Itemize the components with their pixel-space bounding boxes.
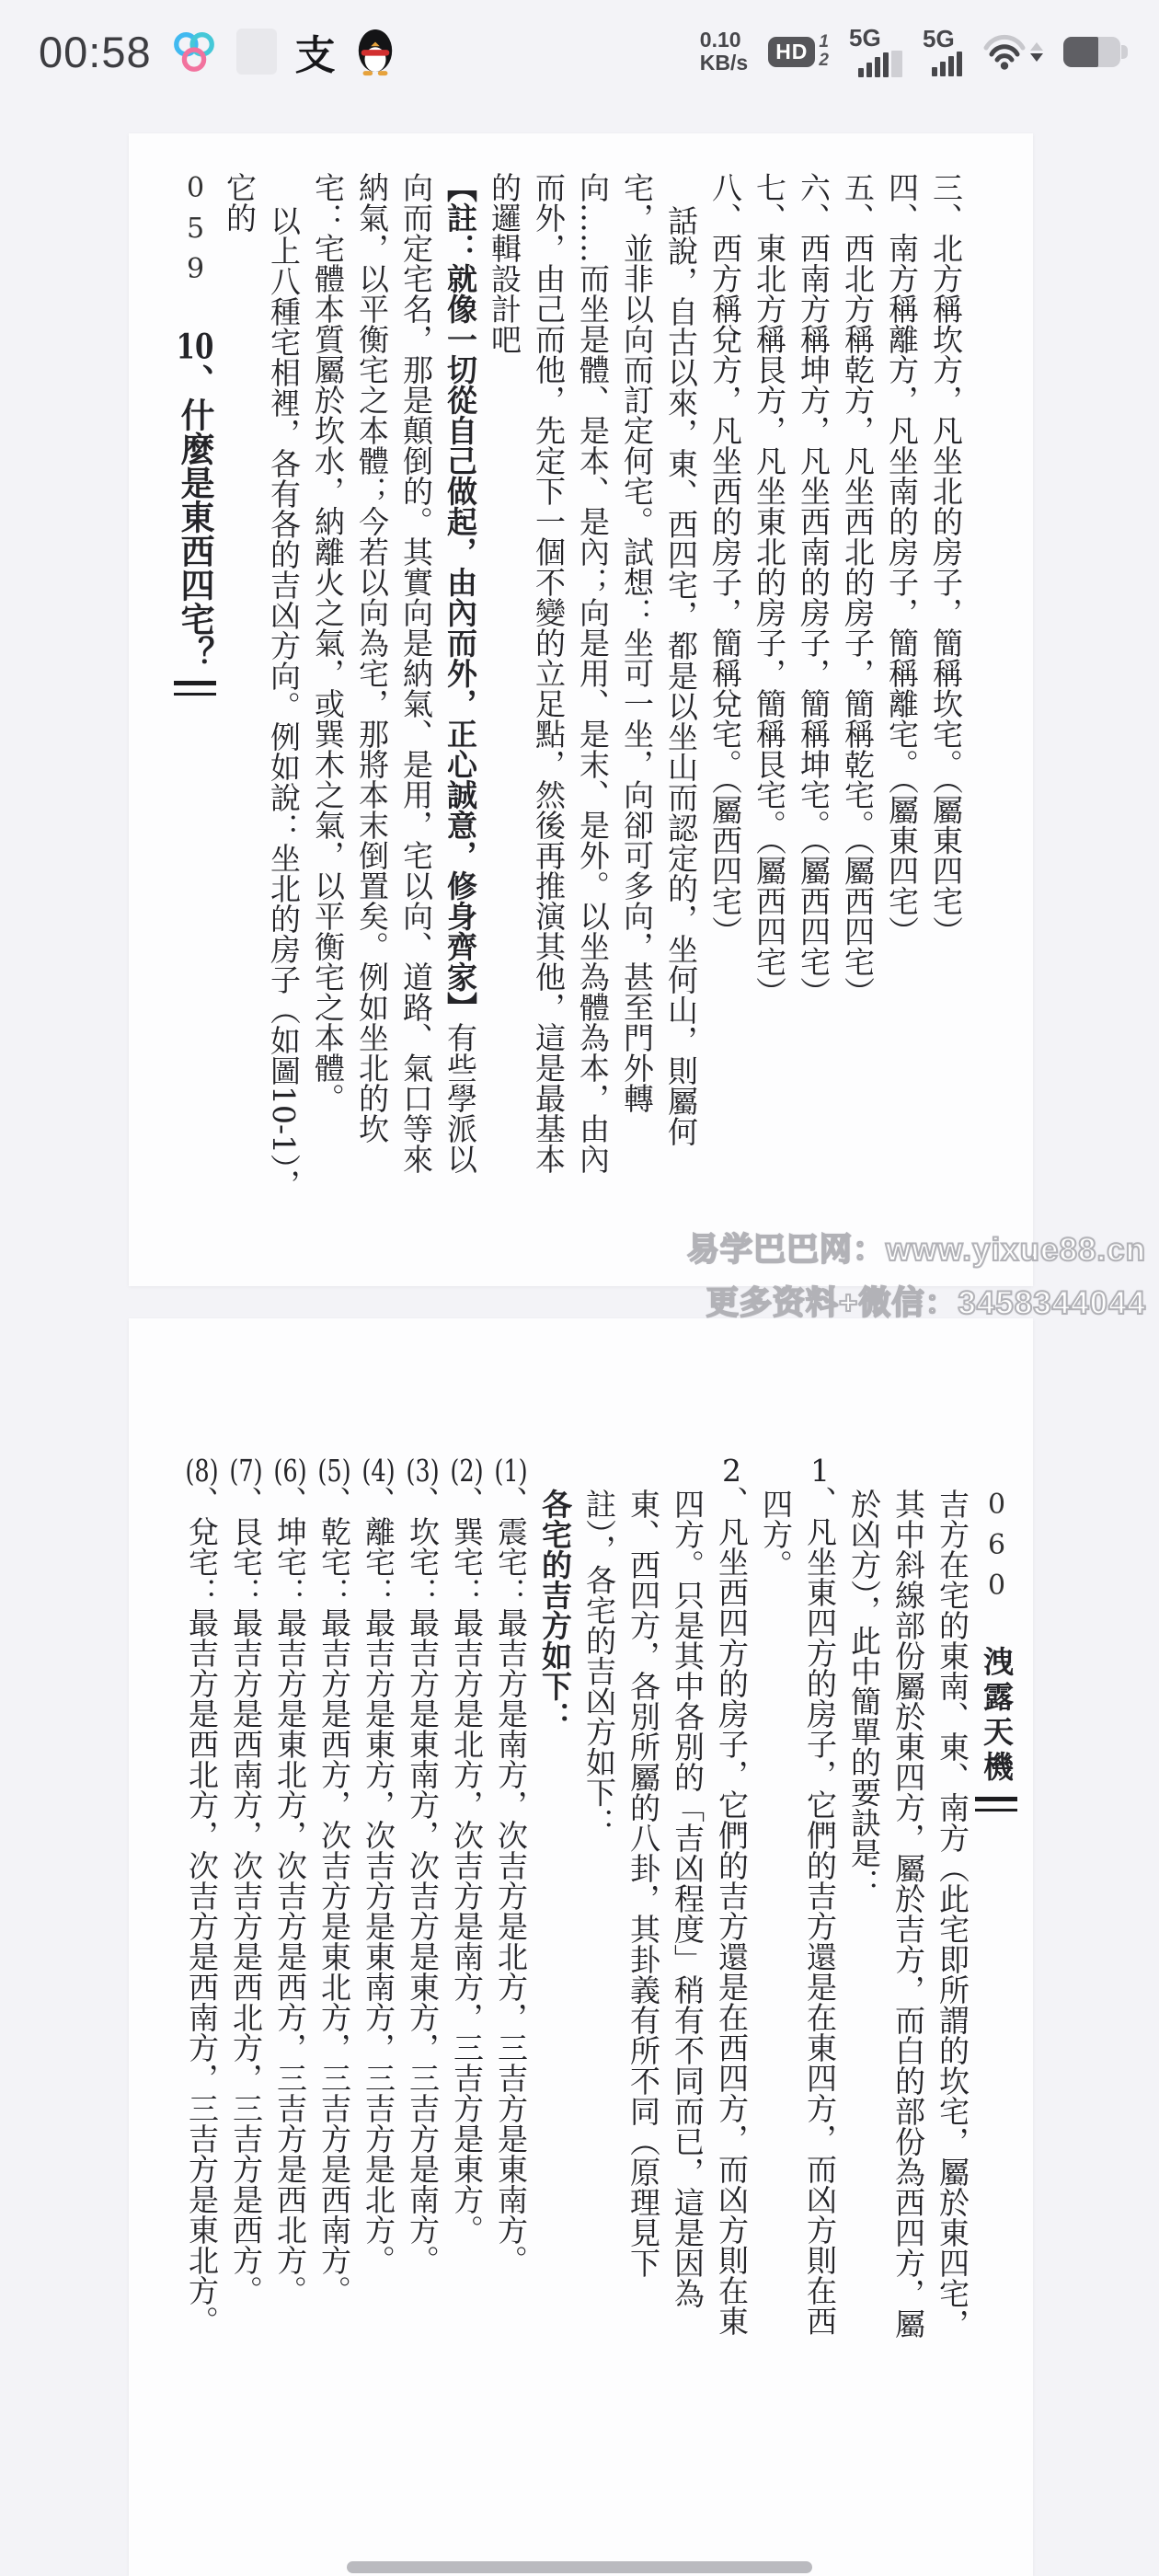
list-item — [356, 1455, 400, 2351]
status-bar-right — [699, 23, 1120, 77]
text-run: 、離宅：最吉方是東方，次吉方是東南方，三吉方是北方。 — [361, 1485, 396, 2275]
text-run: 【註：就像一切從自己做起，由內而外，正心誠意，修身齊家】 — [442, 172, 478, 1022]
text-run: 1 — [810, 1455, 830, 1486]
text-run: 、坎宅：最吉方是東南方，次吉方是東方，三吉方是南方。 — [405, 1485, 441, 2275]
list-item — [753, 1455, 842, 2351]
sim2-network-type: 5G — [923, 24, 955, 52]
network-speed-indicator — [700, 29, 748, 75]
text-run: (7) — [229, 1455, 263, 1486]
list-item — [577, 1455, 753, 2351]
book-page-060 — [129, 1318, 1033, 2576]
list-item — [312, 1455, 356, 2351]
list-item — [879, 172, 924, 1201]
reader-scroll-area[interactable] — [0, 103, 1159, 2576]
double-rule-mark — [174, 681, 216, 696]
status-bar — [0, 0, 1159, 103]
book-page-059 — [129, 133, 1033, 1286]
text-run: 以上八種宅相裡，各有各的吉凶方向。例如說：坐北的房子（如圖 — [266, 205, 302, 1087]
text-run: 、凡坐西四方的房子，它們的吉方還是在西四方，而凶方則在東四方。只是其中各別的「吉凶程度」稍有不同而已，這是因為東、西四方，各別所屬的八卦，其卦義有所不同（原理見下註），各宅的吉凶方如下： — [581, 1485, 750, 2336]
text-run: 各宅的吉方如下： — [537, 1489, 573, 1731]
list-item — [791, 172, 835, 1201]
net-speed-unit: KB/s — [699, 51, 749, 75]
sim1-signal-bars — [858, 51, 902, 77]
text-run: 六、西南方稱坤方，凡坐西南的房子，簡稱坤宅。（屬西四宅） — [796, 172, 832, 1007]
text-run: (2) — [450, 1455, 484, 1486]
watermark-line-2: 更多资料+微信：3458344044 — [706, 1285, 1146, 1321]
qq-icon — [354, 27, 396, 76]
sim1-signal-icon — [849, 23, 902, 77]
text-run: ），它的 — [222, 172, 302, 1200]
list-item — [400, 1455, 444, 2351]
hd-sim-numbers — [819, 33, 829, 70]
list-item — [703, 172, 747, 1201]
status-bar-left — [39, 22, 396, 81]
list-item — [224, 1455, 268, 2351]
clock: 00:58 — [39, 27, 152, 76]
list-item — [179, 1455, 224, 2351]
chapter-heading — [173, 172, 217, 1201]
list-item — [924, 172, 968, 1201]
sim2-signal-icon — [923, 24, 962, 76]
battery-icon — [1063, 37, 1120, 67]
paragraph — [842, 1489, 974, 2351]
alipay-icon: 支 — [294, 32, 336, 79]
text-run: (5) — [317, 1455, 351, 1486]
text-run: 八、西方稱兌方，凡坐西的房子，簡稱兌宅。（屬西四宅） — [707, 172, 743, 947]
page-number: 060 — [981, 1489, 1013, 1610]
double-rule-mark — [975, 1797, 1017, 1811]
text-run: 10 — [176, 329, 214, 363]
page-number: 059 — [179, 172, 212, 293]
text-run: 洩露天機 — [979, 1646, 1015, 1786]
sim1-network-type: 5G — [849, 23, 881, 52]
text-run: (6) — [273, 1455, 307, 1486]
section-heading — [533, 1489, 577, 2351]
text-run: 吉方在宅的東南、東、南方（此宅即所謂的坎宅，屬於東四宅，其中斜線部份屬於東四方，屬於吉方，而白的部份為西四方，屬於凶方），此中簡單的要訣是： — [846, 1489, 970, 2339]
watermark — [687, 1224, 1146, 1330]
text-run: (8) — [185, 1455, 219, 1486]
list-item — [444, 1455, 488, 2351]
text-run: 、震宅：最吉方是南方，次吉方是北方，三吉方是東南方。 — [493, 1485, 529, 2275]
wifi-icon — [982, 32, 1027, 71]
text-run: 三、北方稱坎方，凡坐北的房子，簡稱坎宅。（屬東四宅） — [928, 172, 964, 947]
home-indicator[interactable] — [347, 2561, 812, 2573]
text-run: 、兌宅：最吉方是西北方，次吉方是西南方，三吉方是東北方。 — [184, 1485, 220, 2336]
list-item — [268, 1455, 312, 2351]
text-run: (4) — [361, 1455, 396, 1486]
wifi-indicator — [982, 32, 1043, 71]
text-run: 、坤宅：最吉方是東北方，次吉方是西方，三吉方是西北方。 — [272, 1485, 308, 2306]
page-060-text — [129, 1318, 1107, 2367]
net-speed-value: 0.10 — [699, 28, 741, 52]
paragraph — [217, 172, 305, 1201]
watermark-line-1: 易学巴巴网：www.yixue88.cn — [686, 1232, 1146, 1268]
text-run: 有些學派以向而定宅名，那是顛倒的。其實向是納氣、是用，宅以向、道路、氣口等來納氣，以平衡宅之本體；今若以向為宅，那將本末倒置矣。例如坐北的坎宅：宅體本質屬於坎水，納離火之氣，或巽木之氣，以平衡宅之本體。 — [310, 172, 478, 1174]
text-run: 話說，自古以來，東、西四宅，都是以坐山而認定的，坐何山，則屬何宅，並非以向而訂定何宅。試想：坐可一坐，向卻可多向，甚至門外轉向……而坐是體、是本、是內；向是用、是末、是外。以坐為體為本，由內而外，由己而他，先定下一個不變的立足點，然後再推演其他，這是最基本的邏輯設計吧 — [487, 172, 699, 1174]
list-item — [835, 172, 879, 1201]
paragraph — [305, 172, 703, 1201]
notification-icon — [236, 29, 277, 75]
text-run: 10-1 — [266, 1086, 302, 1155]
text-run: (3) — [406, 1455, 440, 1486]
hd-sim2-number: 2 — [819, 51, 829, 70]
text-run: 七、東北方稱艮方，凡坐東北的房子，簡稱艮宅。（屬西四宅） — [752, 172, 787, 1007]
text-run: 、乾宅：最吉方是西方，次吉方是東北方，三吉方是西南方。 — [316, 1485, 352, 2306]
sim2-signal-bars — [932, 52, 962, 76]
tri-knot-app-icon — [170, 28, 218, 75]
list-item — [488, 1455, 533, 2351]
wifi-traffic-arrows — [1030, 42, 1043, 62]
text-run: (1) — [494, 1455, 528, 1486]
text-run: 五、西北方稱乾方，凡坐西北的房子，簡稱乾宅。（屬西四宅） — [840, 172, 876, 1007]
page-header — [974, 1489, 1018, 2351]
page-059-text — [129, 133, 1058, 1223]
text-run: 四、南方稱離方，凡坐南的房子，簡稱離宅。（屬東四宅） — [884, 172, 920, 947]
volte-hd-icon — [768, 33, 829, 70]
text-run: 2 — [722, 1455, 741, 1486]
text-run: 、凡坐東四方的房子，它們的吉方還是在東四方，而凶方則在西四方。 — [758, 1485, 838, 2336]
text-run: 、什麼是東西四宅？ — [175, 363, 215, 670]
hd-sim1-number: 1 — [819, 32, 829, 52]
hd-badge: HD — [768, 37, 815, 67]
text-run: 、巽宅：最吉方是北方，次吉方是南方，三吉方是東方。 — [449, 1485, 485, 2245]
list-item — [747, 172, 791, 1201]
text-run: 、艮宅：最吉方是西南方，次吉方是西北方，三吉方是西方。 — [228, 1485, 264, 2306]
